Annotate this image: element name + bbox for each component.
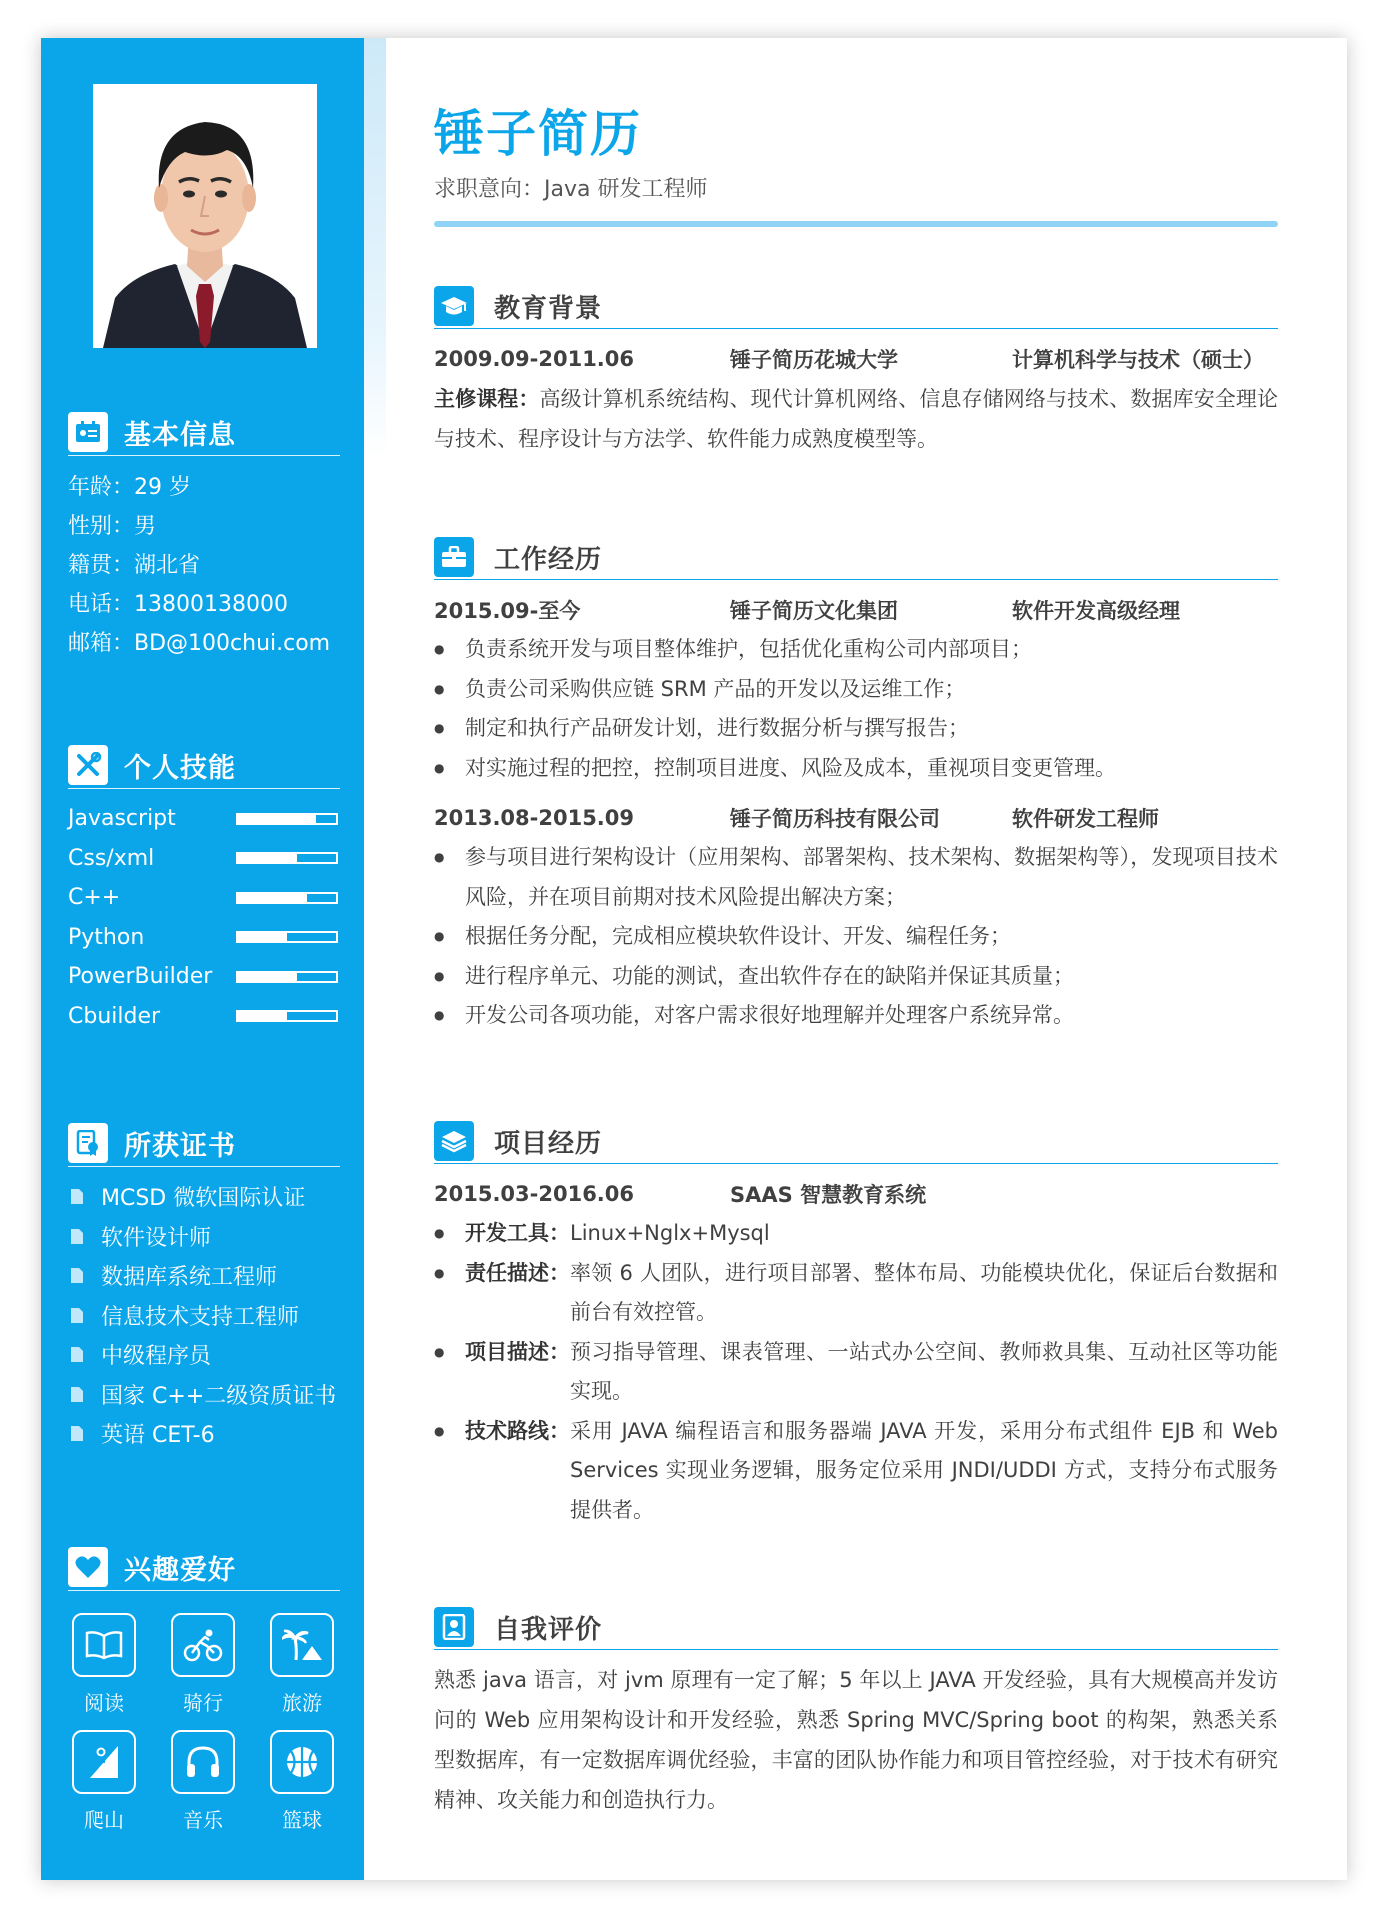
certificate-item (68, 1335, 340, 1375)
hobbies-grid (71, 1613, 340, 1833)
phone-line: 电话：13800138000 (68, 592, 288, 617)
hobby-label: 爬山 (84, 1808, 124, 1832)
profile-photo (93, 84, 317, 348)
skill-fill (238, 933, 287, 941)
skill-row (68, 839, 340, 879)
certificate-item (68, 1296, 340, 1336)
self-eval-text: 熟悉 java 语言，对 jvm 原理有一定了解；5 年以上 JAVA 开发经验，具有大规模高并发访问的 Web 应用架构设计和开发经验，熟悉 Spring MVC/Spring boot 的构架，熟悉关系型数据库，有一定数据库调优经验，丰富的团队协作能力和项目管控经验，对于技术有研究精神、攻关能力和创造执行力。 (434, 1668, 1278, 1812)
project-detail-item (434, 1412, 1278, 1531)
skill-fill (238, 854, 297, 862)
job-company: 锤子简历文化集团 (730, 599, 898, 623)
hobbies-section (68, 1544, 340, 1833)
job-duties (434, 630, 1278, 788)
skills-title: 个人技能 (124, 752, 236, 784)
skill-name: Python (68, 924, 145, 950)
self-eval-section (434, 1605, 1278, 1820)
document-icon (71, 1308, 83, 1323)
hobby-label: 篮球 (282, 1808, 322, 1832)
certificate-label: 英语 CET-6 (101, 1423, 215, 1449)
courses-label: 主修课程： (434, 387, 540, 411)
project-period: 2015.03-2016.06 (434, 1182, 635, 1206)
education-major: 计算机科学与技术（硕士） (1012, 348, 1264, 372)
job-role: 软件开发高级经理 (1012, 599, 1180, 623)
basic-info-title: 基本信息 (124, 419, 236, 451)
certificates-list (68, 1177, 340, 1454)
hobby-climbing (71, 1730, 137, 1833)
document-icon (71, 1426, 83, 1441)
detail-value: 采用 JAVA 编程语言和服务器端 JAVA 开发，采用分布式组件 EJB 和 Web Services 实现业务逻辑，服务定位采用 JNDI/UDDI 方式，支持分布式服务提供者。 (570, 1418, 1278, 1522)
basketball-icon (270, 1730, 334, 1794)
certificate-item (68, 1177, 340, 1217)
project-name: SAAS 智慧教育系统 (730, 1183, 927, 1207)
skill-bar (236, 971, 338, 983)
skill-name: PowerBuilder (68, 964, 213, 990)
cycling-icon (171, 1613, 235, 1677)
detail-key: ● 责任描述： (465, 1260, 570, 1285)
skill-name: Javascript (68, 806, 176, 832)
age-line: 年龄：29 岁 (68, 475, 191, 500)
sidebar (41, 38, 364, 1880)
skill-name: Css/xml (68, 845, 155, 871)
education-school: 锤子简历花城大学 (730, 348, 898, 372)
person-icon (434, 1607, 474, 1647)
certificate-label: 数据库系统工程师 (101, 1265, 278, 1291)
project-detail-item (434, 1214, 1278, 1254)
gender-line: 性别：男 (68, 514, 157, 539)
detail-value: 预习指导管理、课表管理、一站式办公空间、教师救具集、互动社区等功能实现。 (570, 1339, 1278, 1403)
basic-info-section (68, 409, 340, 663)
skill-row (68, 997, 340, 1037)
accent-strip (364, 38, 386, 458)
project-row (434, 1174, 1278, 1214)
id-card-icon (68, 412, 108, 452)
duty-item: ● 对实施过程的把控，控制项目进度、风险及成本，重视项目变更管理。 (434, 749, 1278, 789)
skill-name: Cbuilder (68, 1003, 161, 1029)
climbing-icon (72, 1730, 136, 1794)
certificate-label: 信息技术支持工程师 (101, 1304, 300, 1330)
email-line: 邮箱：BD@100chui.com (68, 631, 331, 656)
skill-bar (236, 1010, 338, 1022)
hobby-label: 音乐 (183, 1808, 223, 1832)
skill-fill (238, 894, 307, 902)
detail-value: Linux+Nglx+Mysql (570, 1221, 770, 1245)
job-2 (434, 798, 1278, 1036)
duty-item: ● 制定和执行产品研发计划，进行数据分析与撰写报告； (434, 709, 1278, 749)
job-row (434, 590, 1278, 630)
detail-key: ● 开发工具： (465, 1221, 570, 1245)
skill-name: C++ (68, 885, 121, 911)
hobby-reading (71, 1613, 137, 1716)
document-icon (71, 1189, 83, 1204)
headphones-icon (171, 1730, 235, 1794)
resume-name: 锤子简历 (434, 105, 642, 163)
tools-icon (68, 745, 108, 785)
certificate-icon (68, 1123, 108, 1163)
resume-page (41, 38, 1347, 1880)
detail-key: ● 技术路线： (465, 1418, 570, 1443)
document-icon (71, 1268, 83, 1283)
job-duties (434, 838, 1278, 1036)
certificate-item (68, 1256, 340, 1296)
palm-tree-icon (270, 1613, 334, 1677)
certificate-label: 国家 C++二级资质证书 (101, 1383, 337, 1409)
duty-item: ● 负责系统开发与项目整体维护，包括优化重构公司内部项目； (434, 630, 1278, 670)
detail-value: 率领 6 人团队，进行项目部署、整体布局、功能模块优化，保证后台数据和前台有效控管。 (570, 1260, 1278, 1324)
skill-fill (238, 815, 316, 823)
certificate-item (68, 1375, 340, 1415)
certificate-label: MCSD 微软国际认证 (101, 1186, 306, 1212)
job-period: 2013.08-2015.09 (434, 806, 635, 830)
skill-bar (236, 931, 338, 943)
job-intent: 求职意向：Java 研发工程师 (434, 177, 708, 202)
project-detail-item (434, 1254, 1278, 1333)
work-header (434, 535, 1278, 580)
certificate-item (68, 1414, 340, 1454)
education-courses (434, 379, 1278, 459)
duty-item: ● 根据任务分配，完成相应模块软件设计、开发、编程任务； (434, 917, 1278, 957)
hobby-travel (269, 1613, 335, 1716)
layers-icon (434, 1121, 474, 1161)
skill-bar (236, 813, 338, 825)
heart-icon (68, 1547, 108, 1587)
duty-item: ● 负责公司采购供应链 SRM 产品的开发以及运维工作； (434, 670, 1278, 710)
hobby-label: 骑行 (183, 1691, 223, 1715)
hometown-line: 籍贯：湖北省 (68, 553, 201, 578)
job-period: 2015.09-至今 (434, 599, 581, 623)
hobby-label: 旅游 (282, 1691, 322, 1715)
job-company: 锤子简历科技有限公司 (730, 807, 940, 831)
document-icon (71, 1229, 83, 1244)
skill-row (68, 799, 340, 839)
document-icon (71, 1387, 83, 1402)
courses-text: 高级计算机系统结构、现代计算机网络、信息存储网络与技术、数据库安全理论与技术、程序设计与方法学、软件能力成熟度模型等。 (434, 387, 1278, 451)
skill-row (68, 918, 340, 958)
skill-fill (238, 973, 297, 981)
project-title: 项目经历 (494, 1128, 603, 1159)
education-period: 2009.09-2011.06 (434, 347, 635, 371)
skill-fill (238, 1012, 287, 1020)
certificate-item (68, 1217, 340, 1257)
skills-list (68, 799, 340, 1036)
project-details (434, 1214, 1278, 1530)
certificates-title: 所获证书 (124, 1130, 236, 1162)
hobbies-header (68, 1544, 340, 1591)
hobby-cycling (170, 1613, 236, 1716)
self-eval-title: 自我评价 (494, 1614, 603, 1645)
education-row (434, 339, 1278, 379)
header-divider (434, 221, 1278, 227)
detail-key: ● 项目描述： (465, 1339, 570, 1364)
hobby-basketball (269, 1730, 335, 1833)
certificate-label: 中级程序员 (101, 1344, 212, 1370)
skill-bar (236, 852, 338, 864)
skills-header (68, 742, 340, 789)
education-section (434, 284, 1278, 459)
self-eval-header (434, 1605, 1278, 1650)
job-role: 软件研发工程师 (1012, 807, 1159, 831)
job-1 (434, 590, 1278, 788)
skill-bar (236, 892, 338, 904)
certificate-label: 软件设计师 (101, 1225, 212, 1251)
certificates-section (68, 1120, 340, 1454)
hobby-music (170, 1730, 236, 1833)
project-header (434, 1119, 1278, 1164)
hobby-label: 阅读 (84, 1691, 124, 1715)
project-detail-item (434, 1333, 1278, 1412)
skills-section (68, 742, 340, 1036)
job-row (434, 798, 1278, 838)
project-section (434, 1119, 1278, 1530)
work-section (434, 535, 1278, 1036)
duty-item: ● 参与项目进行架构设计（应用架构、部署架构、技术架构、数据架构等），发现项目技术风险，并在项目前期对技术风险提出解决方案； (434, 838, 1278, 917)
education-header (434, 284, 1278, 329)
skill-row (68, 878, 340, 918)
hobbies-title: 兴趣爱好 (124, 1554, 236, 1586)
book-icon (72, 1613, 136, 1677)
duty-item: ● 开发公司各项功能，对客户需求很好地理解并处理客户系统异常。 (434, 996, 1278, 1036)
basic-info-header (68, 409, 340, 456)
work-title: 工作经历 (494, 544, 603, 575)
portrait-image (93, 84, 317, 348)
skill-row (68, 957, 340, 997)
briefcase-icon (434, 537, 474, 577)
certificates-header (68, 1120, 340, 1167)
education-title: 教育背景 (494, 293, 603, 324)
graduation-cap-icon (434, 286, 474, 326)
duty-item: ● 进行程序单元、功能的测试，查出软件存在的缺陷并保证其质量； (434, 957, 1278, 997)
document-icon (71, 1347, 83, 1362)
